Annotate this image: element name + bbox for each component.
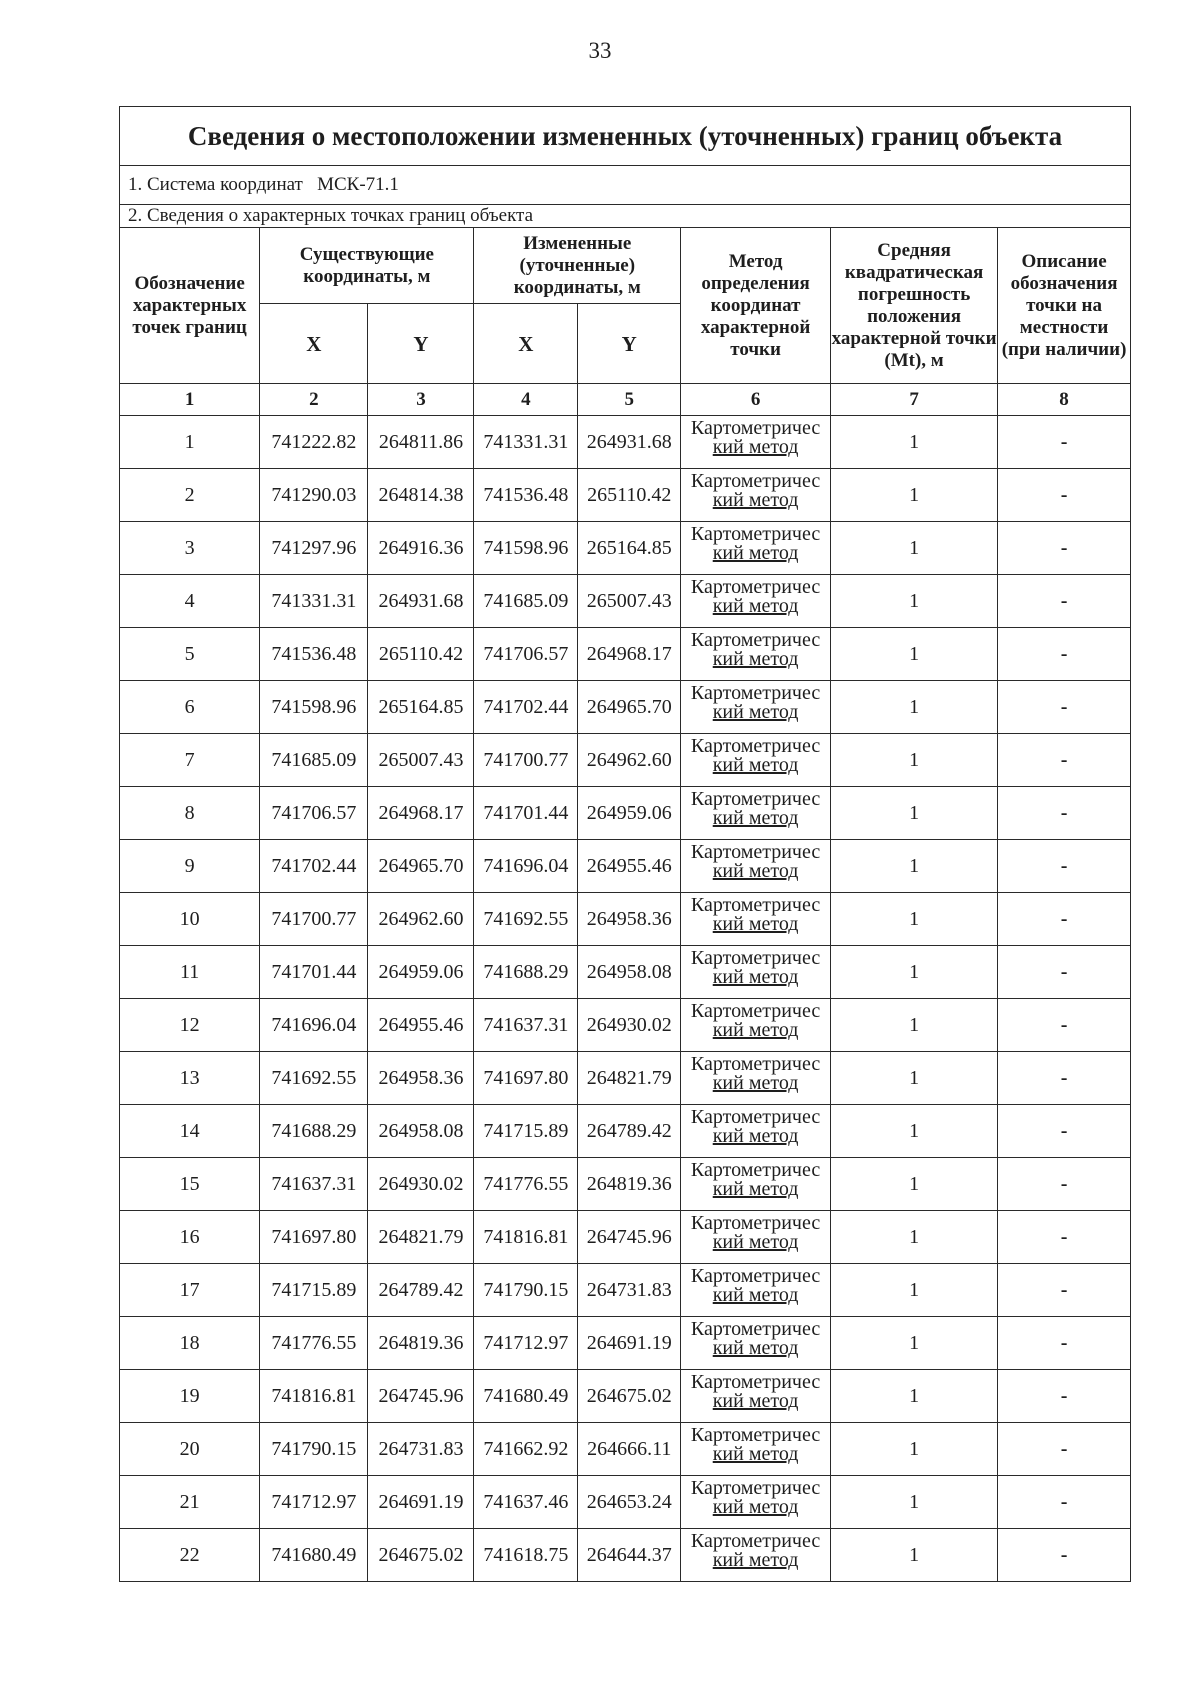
method-line-1: Картометричес: [690, 947, 821, 969]
error-mt: 1: [831, 628, 998, 681]
method: [681, 946, 831, 999]
error-mt: 1: [831, 893, 998, 946]
method: [681, 469, 831, 522]
method-line-2: кий метод: [712, 1019, 799, 1041]
point-description: -: [998, 575, 1131, 628]
header-existing-y: Y: [368, 304, 474, 384]
point-number: 5: [120, 628, 260, 681]
method-line-1: Картометричес: [690, 894, 821, 916]
table-row: [120, 575, 1131, 628]
existing-x: 741790.15: [260, 1423, 368, 1476]
changed-y: 264666.11: [578, 1423, 681, 1476]
column-numbers-row: [120, 384, 1131, 416]
point-description: -: [998, 469, 1131, 522]
boundary-points-table: [119, 106, 1131, 1582]
existing-x: 741696.04: [260, 999, 368, 1052]
table-row: [120, 787, 1131, 840]
method: [681, 734, 831, 787]
page-number: 33: [588, 38, 612, 63]
point-description: -: [998, 1529, 1131, 1582]
point-description: -: [998, 893, 1131, 946]
method-line-2: кий метод: [712, 595, 799, 617]
changed-y: 264731.83: [578, 1264, 681, 1317]
table-row: [120, 1158, 1131, 1211]
error-mt: 1: [831, 999, 998, 1052]
point-description: -: [998, 1476, 1131, 1529]
changed-x: 741685.09: [474, 575, 578, 628]
method: [681, 416, 831, 469]
point-description: -: [998, 1370, 1131, 1423]
error-mt: 1: [831, 946, 998, 999]
changed-y: 264789.42: [578, 1105, 681, 1158]
method-line-1: Картометричес: [690, 1000, 821, 1022]
method-line-2: кий метод: [712, 1390, 799, 1412]
existing-x: 741331.31: [260, 575, 368, 628]
method-line-1: Картометричес: [690, 682, 821, 704]
point-description: -: [998, 999, 1131, 1052]
existing-y: 264962.60: [368, 893, 474, 946]
error-mt: 1: [831, 1317, 998, 1370]
error-mt: 1: [831, 787, 998, 840]
method-line-2: кий метод: [712, 1443, 799, 1465]
column-number: 5: [578, 384, 681, 416]
point-number: 10: [120, 893, 260, 946]
method-line-2: кий метод: [712, 648, 799, 670]
header-existing-x: X: [260, 304, 368, 384]
method-line-2: кий метод: [712, 860, 799, 882]
table-row: [120, 1423, 1131, 1476]
table-row: [120, 840, 1131, 893]
table-row: [120, 999, 1131, 1052]
error-mt: 1: [831, 840, 998, 893]
header-existing-coords: Существующие координаты, м: [260, 228, 474, 304]
point-description: -: [998, 1211, 1131, 1264]
existing-y: 264675.02: [368, 1529, 474, 1582]
method: [681, 787, 831, 840]
header-method: Метод определения координат характерной точки: [681, 228, 831, 384]
method-line-2: кий метод: [712, 542, 799, 564]
changed-y: 265007.43: [578, 575, 681, 628]
method: [681, 1476, 831, 1529]
changed-y: 264644.37: [578, 1529, 681, 1582]
changed-x: 741701.44: [474, 787, 578, 840]
existing-y: 264965.70: [368, 840, 474, 893]
point-number: 1: [120, 416, 260, 469]
changed-x: 741692.55: [474, 893, 578, 946]
column-number: 2: [260, 384, 368, 416]
existing-y: 264930.02: [368, 1158, 474, 1211]
existing-y: 264731.83: [368, 1423, 474, 1476]
method: [681, 575, 831, 628]
table-row: [120, 1370, 1131, 1423]
changed-y: 264691.19: [578, 1317, 681, 1370]
table-row: [120, 681, 1131, 734]
method: [681, 999, 831, 1052]
method-line-1: Картометричес: [690, 576, 821, 598]
changed-y: 264965.70: [578, 681, 681, 734]
method-line-1: Картометричес: [690, 1053, 821, 1075]
coordinate-system-label: 1. Система координат: [128, 174, 303, 195]
error-mt: 1: [831, 1370, 998, 1423]
table-row: [120, 522, 1131, 575]
changed-x: 741688.29: [474, 946, 578, 999]
changed-y: 264745.96: [578, 1211, 681, 1264]
existing-x: 741697.80: [260, 1211, 368, 1264]
existing-x: 741700.77: [260, 893, 368, 946]
method-line-2: кий метод: [712, 754, 799, 776]
point-number: 16: [120, 1211, 260, 1264]
method-line-1: Картометричес: [690, 1371, 821, 1393]
method: [681, 893, 831, 946]
error-mt: 1: [831, 1264, 998, 1317]
changed-y: 264675.02: [578, 1370, 681, 1423]
point-description: -: [998, 416, 1131, 469]
error-mt: 1: [831, 1529, 998, 1582]
existing-x: 741680.49: [260, 1529, 368, 1582]
method-line-2: кий метод: [712, 1549, 799, 1571]
method: [681, 1105, 831, 1158]
method-line-2: кий метод: [712, 913, 799, 935]
existing-y: 264691.19: [368, 1476, 474, 1529]
method: [681, 1264, 831, 1317]
point-number: 6: [120, 681, 260, 734]
column-number: 6: [681, 384, 831, 416]
method-line-1: Картометричес: [690, 523, 821, 545]
existing-y: 264819.36: [368, 1317, 474, 1370]
method-line-2: кий метод: [712, 1072, 799, 1094]
changed-y: 265164.85: [578, 522, 681, 575]
point-number: 20: [120, 1423, 260, 1476]
method: [681, 1158, 831, 1211]
existing-y: 265007.43: [368, 734, 474, 787]
changed-x: 741702.44: [474, 681, 578, 734]
existing-x: 741688.29: [260, 1105, 368, 1158]
method-line-2: кий метод: [712, 701, 799, 723]
error-mt: 1: [831, 575, 998, 628]
point-number: 2: [120, 469, 260, 522]
point-description: -: [998, 1052, 1131, 1105]
point-number: 17: [120, 1264, 260, 1317]
changed-x: 741776.55: [474, 1158, 578, 1211]
changed-y: 264958.36: [578, 893, 681, 946]
existing-y: 264955.46: [368, 999, 474, 1052]
method-line-2: кий метод: [712, 1125, 799, 1147]
existing-y: 264959.06: [368, 946, 474, 999]
existing-y: 264931.68: [368, 575, 474, 628]
existing-x: 741297.96: [260, 522, 368, 575]
existing-y: 264811.86: [368, 416, 474, 469]
changed-y: 264931.68: [578, 416, 681, 469]
table-row: [120, 946, 1131, 999]
point-number: 11: [120, 946, 260, 999]
error-mt: 1: [831, 416, 998, 469]
existing-x: 741702.44: [260, 840, 368, 893]
method-line-2: кий метод: [712, 489, 799, 511]
column-number: 8: [998, 384, 1131, 416]
changed-y: 264962.60: [578, 734, 681, 787]
point-number: 14: [120, 1105, 260, 1158]
error-mt: 1: [831, 1158, 998, 1211]
point-number: 9: [120, 840, 260, 893]
method-line-2: кий метод: [712, 1231, 799, 1253]
changed-y: 264819.36: [578, 1158, 681, 1211]
changed-y: 264821.79: [578, 1052, 681, 1105]
changed-y: 264930.02: [578, 999, 681, 1052]
table-row: [120, 628, 1131, 681]
column-number: 3: [368, 384, 474, 416]
point-number: 13: [120, 1052, 260, 1105]
error-mt: 1: [831, 734, 998, 787]
changed-x: 741662.92: [474, 1423, 578, 1476]
existing-x: 741776.55: [260, 1317, 368, 1370]
point-description: -: [998, 787, 1131, 840]
point-number: 18: [120, 1317, 260, 1370]
changed-x: 741790.15: [474, 1264, 578, 1317]
method-line-1: Картометричес: [690, 417, 821, 439]
existing-x: 741536.48: [260, 628, 368, 681]
method-line-1: Картометричес: [690, 841, 821, 863]
point-description: -: [998, 1317, 1131, 1370]
existing-y: 264745.96: [368, 1370, 474, 1423]
existing-x: 741712.97: [260, 1476, 368, 1529]
method-line-1: Картометричес: [690, 1530, 821, 1552]
changed-x: 741706.57: [474, 628, 578, 681]
method-line-1: Картометричес: [690, 629, 821, 651]
point-description: -: [998, 1105, 1131, 1158]
point-number: 3: [120, 522, 260, 575]
changed-x: 741700.77: [474, 734, 578, 787]
existing-y: 264916.36: [368, 522, 474, 575]
method-line-1: Картометричес: [690, 1424, 821, 1446]
error-mt: 1: [831, 1423, 998, 1476]
method: [681, 840, 831, 893]
point-description: -: [998, 522, 1131, 575]
changed-x: 741696.04: [474, 840, 578, 893]
method: [681, 1317, 831, 1370]
changed-x: 741536.48: [474, 469, 578, 522]
changed-x: 741618.75: [474, 1529, 578, 1582]
changed-x: 741816.81: [474, 1211, 578, 1264]
error-mt: 1: [831, 1105, 998, 1158]
method-line-1: Картометричес: [690, 470, 821, 492]
existing-y: 264814.38: [368, 469, 474, 522]
changed-y: 264653.24: [578, 1476, 681, 1529]
existing-x: 741598.96: [260, 681, 368, 734]
existing-x: 741701.44: [260, 946, 368, 999]
existing-x: 741816.81: [260, 1370, 368, 1423]
changed-y: 264958.08: [578, 946, 681, 999]
changed-x: 741331.31: [474, 416, 578, 469]
point-number: 15: [120, 1158, 260, 1211]
header-description: Описание обозначения точки на местности (при наличии): [998, 228, 1131, 384]
method-line-1: Картометричес: [690, 735, 821, 757]
existing-y: 264968.17: [368, 787, 474, 840]
point-description: -: [998, 628, 1131, 681]
existing-y: 264789.42: [368, 1264, 474, 1317]
existing-x: 741715.89: [260, 1264, 368, 1317]
method-line-1: Картометричес: [690, 1477, 821, 1499]
existing-x: 741222.82: [260, 416, 368, 469]
method-line-2: кий метод: [712, 1284, 799, 1306]
method-line-1: Картометричес: [690, 1212, 821, 1234]
point-description: -: [998, 1264, 1131, 1317]
method-line-1: Картометричес: [690, 1318, 821, 1340]
point-number: 12: [120, 999, 260, 1052]
header-changed-x: X: [474, 304, 578, 384]
table-row: [120, 1052, 1131, 1105]
method-line-2: кий метод: [712, 1496, 799, 1518]
changed-y: 264959.06: [578, 787, 681, 840]
method-line-2: кий метод: [712, 807, 799, 829]
header-changed-y: Y: [578, 304, 681, 384]
method: [681, 1052, 831, 1105]
point-description: -: [998, 1423, 1131, 1476]
method: [681, 522, 831, 575]
point-description: -: [998, 840, 1131, 893]
column-number: 4: [474, 384, 578, 416]
method: [681, 1211, 831, 1264]
method-line-1: Картометричес: [690, 1159, 821, 1181]
point-number: 4: [120, 575, 260, 628]
changed-y: 264968.17: [578, 628, 681, 681]
method-line-2: кий метод: [712, 1178, 799, 1200]
point-description: -: [998, 1158, 1131, 1211]
existing-x: 741637.31: [260, 1158, 368, 1211]
changed-x: 741712.97: [474, 1317, 578, 1370]
point-number: 22: [120, 1529, 260, 1582]
header-error: Средняя квадратическая погрешность положения характерной точки (Mt), м: [831, 228, 998, 384]
method-line-2: кий метод: [712, 1337, 799, 1359]
point-description: -: [998, 734, 1131, 787]
method-line-1: Картометричес: [690, 788, 821, 810]
point-number: 19: [120, 1370, 260, 1423]
point-number: 21: [120, 1476, 260, 1529]
error-mt: 1: [831, 522, 998, 575]
existing-x: 741685.09: [260, 734, 368, 787]
changed-x: 741697.80: [474, 1052, 578, 1105]
table-row: [120, 1211, 1131, 1264]
table-row: [120, 1476, 1131, 1529]
changed-x: 741637.46: [474, 1476, 578, 1529]
error-mt: 1: [831, 1476, 998, 1529]
existing-x: 741706.57: [260, 787, 368, 840]
error-mt: 1: [831, 1211, 998, 1264]
point-description: -: [998, 946, 1131, 999]
header-designation: Обозначение характерных точек границ: [120, 228, 260, 384]
coordinate-system-value: МСК-71.1: [317, 174, 399, 195]
table-row: [120, 1264, 1131, 1317]
changed-x: 741715.89: [474, 1105, 578, 1158]
changed-y: 265110.42: [578, 469, 681, 522]
existing-y: 265164.85: [368, 681, 474, 734]
error-mt: 1: [831, 1052, 998, 1105]
table-row: [120, 1105, 1131, 1158]
document-title: Сведения о местоположении измененных (уточненных) границ объекта: [120, 107, 1131, 166]
changed-y: 264955.46: [578, 840, 681, 893]
point-number: 7: [120, 734, 260, 787]
existing-x: 741692.55: [260, 1052, 368, 1105]
column-number: 7: [831, 384, 998, 416]
changed-x: 741680.49: [474, 1370, 578, 1423]
table-row: [120, 1529, 1131, 1582]
method: [681, 1423, 831, 1476]
table-row: [120, 416, 1131, 469]
method: [681, 681, 831, 734]
points-section-label: 2. Сведения о характерных точках границ объекта: [120, 205, 1131, 228]
method: [681, 1529, 831, 1582]
method-line-2: кий метод: [712, 966, 799, 988]
existing-y: 264821.79: [368, 1211, 474, 1264]
existing-y: 264958.08: [368, 1105, 474, 1158]
point-description: -: [998, 681, 1131, 734]
error-mt: 1: [831, 469, 998, 522]
table-row: [120, 1317, 1131, 1370]
point-number: 8: [120, 787, 260, 840]
existing-y: 264958.36: [368, 1052, 474, 1105]
existing-y: 265110.42: [368, 628, 474, 681]
coordinate-system-info: [120, 166, 1131, 205]
changed-x: 741637.31: [474, 999, 578, 1052]
method-line-2: кий метод: [712, 436, 799, 458]
method-line-1: Картометричес: [690, 1106, 821, 1128]
changed-x: 741598.96: [474, 522, 578, 575]
column-number: 1: [120, 384, 260, 416]
method: [681, 1370, 831, 1423]
table-row: [120, 734, 1131, 787]
table-row: [120, 469, 1131, 522]
error-mt: 1: [831, 681, 998, 734]
method-line-1: Картометричес: [690, 1265, 821, 1287]
table-row: [120, 893, 1131, 946]
existing-x: 741290.03: [260, 469, 368, 522]
method: [681, 628, 831, 681]
header-changed-coords: Измененные (уточненные) координаты, м: [474, 228, 681, 304]
